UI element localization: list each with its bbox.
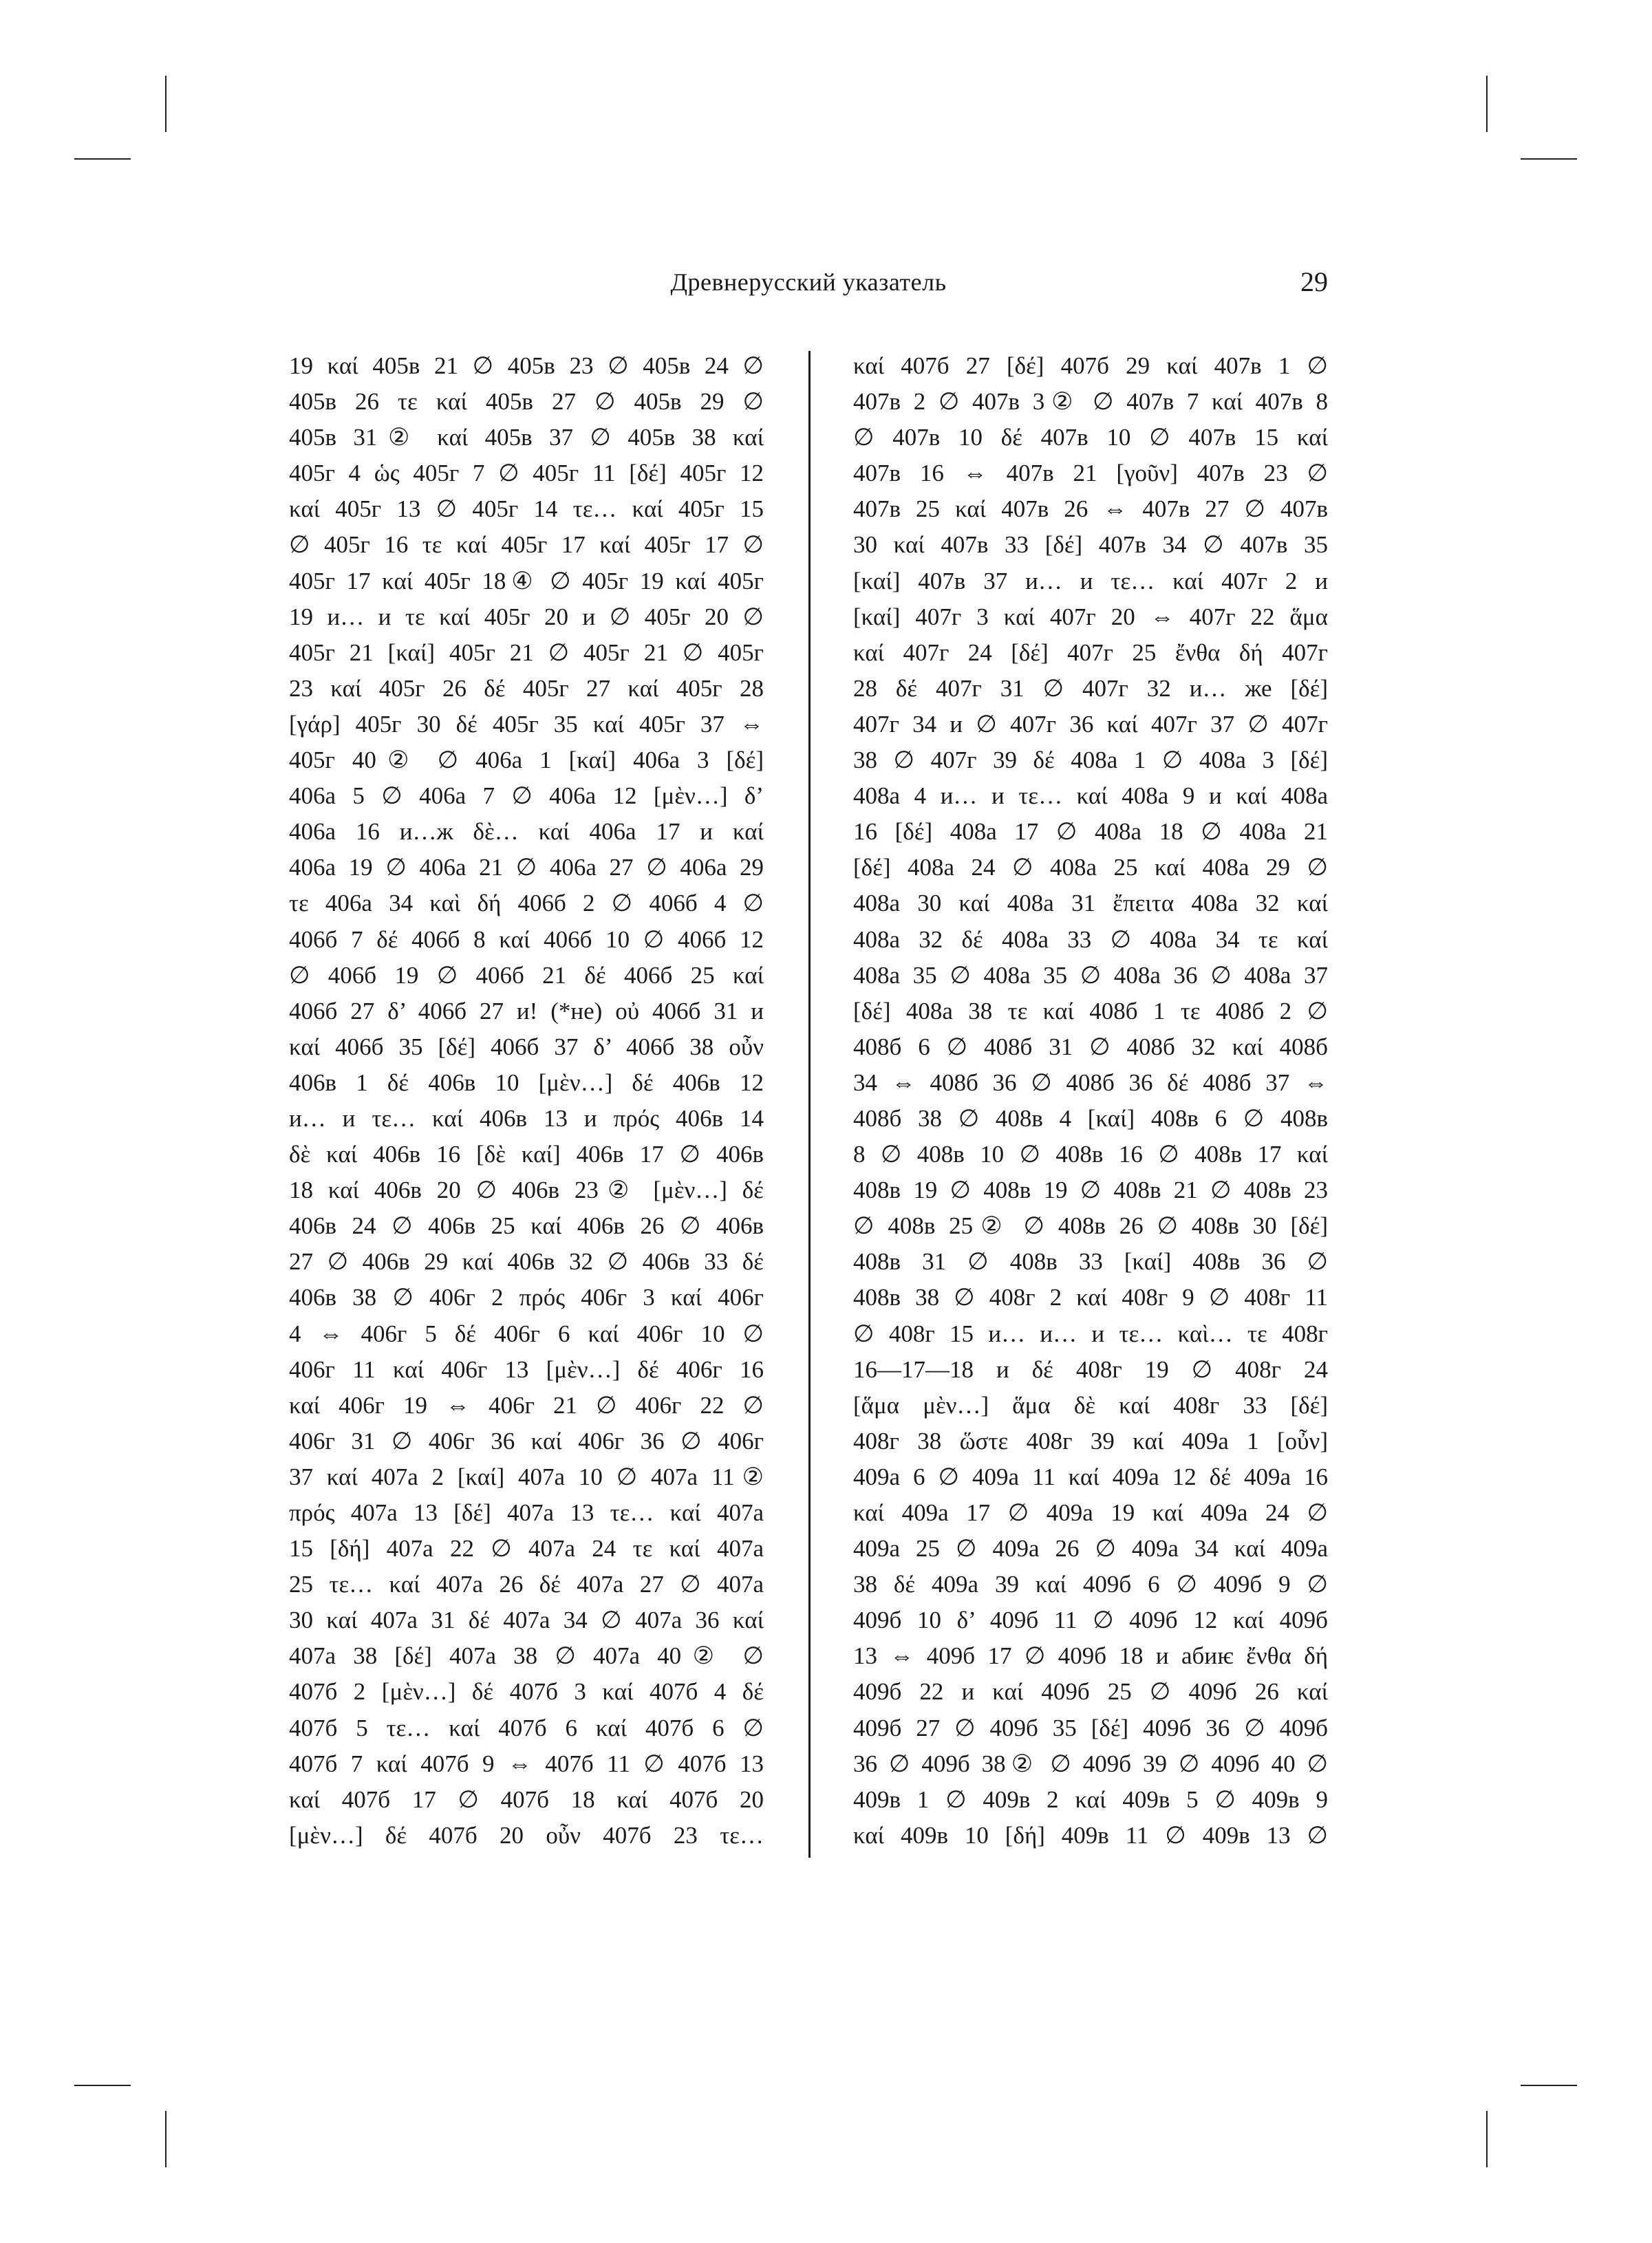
index-line: καί 409в 10 [δή] 409в 11 ∅ 409в 13 ∅ <box>853 1821 1328 1849</box>
index-line: [μὲν…] δέ 407б 20 οὖν 407б 23 τε… <box>289 1821 764 1849</box>
crop-mark-top-left-h <box>74 158 131 160</box>
index-line: πρός 407а 13 [δέ] 407а 13 τε… καί 407а <box>289 1499 764 1526</box>
index-line: 406б 7 δέ 406б 8 καί 406б 10 ∅ 406б 12 <box>289 925 764 953</box>
index-line: ∅ 406б 19 ∅ 406б 21 δέ 406б 25 καί <box>289 961 764 989</box>
index-line: 407в 2 ∅ 407в 3② ∅ 407в 7 καί 407в 8 <box>853 388 1328 416</box>
index-line: 23 καί 405г 26 δέ 405г 27 καί 405г 28 <box>289 674 764 702</box>
index-line: 8 ∅ 408в 10 ∅ 408в 16 ∅ 408в 17 καί <box>853 1141 1328 1168</box>
index-line: 407б 2 [μὲν…] δέ 407б 3 καί 407б 4 δέ <box>289 1678 764 1706</box>
index-line: 407б 7 καί 407б 9 ⇔ 407б 11 ∅ 407б 13 <box>289 1750 764 1777</box>
index-line: [καί] 407г 3 καί 407г 20 ⇔ 407г 22 ἅμα <box>853 603 1328 630</box>
right-column <box>853 348 1328 1854</box>
index-line: 409б 10 δ’ 409б 11 ∅ 409б 12 καί 409б <box>853 1607 1328 1634</box>
index-line: 407в 25 καί 407в 26 ⇔ 407в 27 ∅ 407в <box>853 495 1328 523</box>
index-line: [καί] 407в 37 и… и τε… καί 407г 2 и <box>853 567 1328 594</box>
index-line: 408в 19 ∅ 408в 19 ∅ 408в 21 ∅ 408в 23 <box>853 1177 1328 1204</box>
index-line: 407а 38 [δέ] 407а 38 ∅ 407а 40② ∅ <box>289 1642 764 1670</box>
index-line: ∅ 408г 15 и… и… и τε… καὶ… τε 408г <box>853 1320 1328 1347</box>
index-line: 406б 27 δ’ 406б 27 и! (*не) οὐ 406б 31 и <box>289 997 764 1024</box>
index-line: 4 ⇔ 406г 5 δέ 406г 6 καί 406г 10 ∅ <box>289 1320 764 1347</box>
running-head <box>289 261 1328 303</box>
index-line: 30 καί 407а 31 δέ 407а 34 ∅ 407а 36 καί <box>289 1607 764 1634</box>
index-line: καί 407б 27 [δέ] 407б 29 καί 407в 1 ∅ <box>853 352 1328 379</box>
index-line: 407б 5 τε… καί 407б 6 καί 407б 6 ∅ <box>289 1714 764 1741</box>
page-number: 29 <box>1300 266 1328 297</box>
index-line: 408а 32 δέ 408а 33 ∅ 408а 34 τε καί <box>853 925 1328 953</box>
crop-mark-bottom-right-h <box>1521 2085 1577 2086</box>
crop-mark-top-left-v <box>165 76 167 132</box>
index-line: 405г 40② ∅ 406а 1 [καί] 406а 3 [δέ] <box>289 747 764 774</box>
index-line: 406г 31 ∅ 406г 36 καί 406г 36 ∅ 406г <box>289 1427 764 1455</box>
index-line: 16—17—18 и δέ 408г 19 ∅ 408г 24 <box>853 1355 1328 1383</box>
index-line: 409а 6 ∅ 409а 11 καί 409а 12 δέ 409а 16 <box>853 1463 1328 1490</box>
index-line: 405г 21 [καί] 405г 21 ∅ 405г 21 ∅ 405г <box>289 638 764 666</box>
index-line: [δέ] 408а 38 τε καί 408б 1 τε 408б 2 ∅ <box>853 997 1328 1024</box>
index-line: 409б 22 и καί 409б 25 ∅ 409б 26 καί <box>853 1678 1328 1706</box>
index-line: 406а 16 и…ж δὲ… καί 406а 17 и καί <box>289 818 764 846</box>
index-line: 34 ⇔ 408б 36 ∅ 408б 36 δέ 408б 37 ⇔ <box>853 1069 1328 1096</box>
index-line: 36 ∅ 409б 38② ∅ 409б 39 ∅ 409б 40 ∅ <box>853 1750 1328 1777</box>
index-line: 406а 5 ∅ 406а 7 ∅ 406а 12 [μὲν…] δ’ <box>289 782 764 810</box>
running-title: Древнерусский указатель <box>670 268 947 296</box>
crop-mark-bottom-right-v <box>1486 2111 1488 2167</box>
index-line: 406в 24 ∅ 406в 25 καί 406в 26 ∅ 406в <box>289 1212 764 1240</box>
crop-mark-top-right-v <box>1486 76 1488 132</box>
index-line: 406г 11 καί 406г 13 [μὲν…] δέ 406г 16 <box>289 1355 764 1383</box>
index-line: 405г 17 καί 405г 18④ ∅ 405г 19 καί 405г <box>289 567 764 594</box>
crop-mark-bottom-left-h <box>74 2085 131 2086</box>
index-line: 19 и… и τε καί 405г 20 и ∅ 405г 20 ∅ <box>289 603 764 630</box>
index-line: 25 τε… καί 407а 26 δέ 407а 27 ∅ 407а <box>289 1571 764 1598</box>
index-line: ∅ 408в 25② ∅ 408в 26 ∅ 408в 30 [δέ] <box>853 1212 1328 1240</box>
index-line: 408б 38 ∅ 408в 4 [καί] 408в 6 ∅ 408в <box>853 1104 1328 1132</box>
index-line: 406в 38 ∅ 406г 2 πρός 406г 3 καί 406г <box>289 1284 764 1311</box>
index-line: 408г 38 ὥστε 408г 39 καί 409а 1 [οὖν] <box>853 1427 1328 1455</box>
index-line: 408б 6 ∅ 408б 31 ∅ 408б 32 καί 408б <box>853 1033 1328 1060</box>
index-line: ∅ 407в 10 δέ 407в 10 ∅ 407в 15 καί <box>853 424 1328 451</box>
index-line: καί 407б 17 ∅ 407б 18 καί 407б 20 <box>289 1785 764 1813</box>
index-line: 13 ⇔ 409б 17 ∅ 409б 18 и абиѥ ἔνθα δή <box>853 1642 1328 1670</box>
index-line: [γάρ] 405г 30 δέ 405г 35 καί 405г 37 ⇔ <box>289 710 764 738</box>
index-line: 38 δέ 409а 39 καί 409б 6 ∅ 409б 9 ∅ <box>853 1571 1328 1598</box>
index-line: 406в 1 δέ 406в 10 [μὲν…] δέ 406в 12 <box>289 1069 764 1096</box>
index-line: καί 406б 35 [δέ] 406б 37 δ’ 406б 38 οὖν <box>289 1033 764 1060</box>
index-line: 409б 27 ∅ 409б 35 [δέ] 409б 36 ∅ 409б <box>853 1714 1328 1741</box>
index-line: καί 407г 24 [δέ] 407г 25 ἔνθα δή 407г <box>853 638 1328 666</box>
crop-mark-top-right-h <box>1521 158 1577 160</box>
index-line: 406а 19 ∅ 406а 21 ∅ 406а 27 ∅ 406а 29 <box>289 854 764 881</box>
index-line: 408а 30 καί 408а 31 ἔπειτα 408а 32 καί <box>853 890 1328 917</box>
index-line: τε 406а 34 καὶ δή 406б 2 ∅ 406б 4 ∅ <box>289 890 764 917</box>
index-line: 408в 31 ∅ 408в 33 [καί] 408в 36 ∅ <box>853 1248 1328 1276</box>
index-line: и… и τε… καί 406в 13 и πρός 406в 14 <box>289 1104 764 1132</box>
index-line: καί 409а 17 ∅ 409а 19 καί 409а 24 ∅ <box>853 1499 1328 1526</box>
index-line: καί 405г 13 ∅ 405г 14 τε… καί 405г 15 <box>289 495 764 523</box>
index-line: 30 καί 407в 33 [δέ] 407в 34 ∅ 407в 35 <box>853 531 1328 559</box>
index-line: 28 δέ 407г 31 ∅ 407г 32 и… же [δέ] <box>853 674 1328 702</box>
index-line: 408в 38 ∅ 408г 2 καί 408г 9 ∅ 408г 11 <box>853 1284 1328 1311</box>
index-line: 408а 35 ∅ 408а 35 ∅ 408а 36 ∅ 408а 37 <box>853 961 1328 989</box>
index-line: 27 ∅ 406в 29 καί 406в 32 ∅ 406в 33 δέ <box>289 1248 764 1276</box>
index-line: 18 καί 406в 20 ∅ 406в 23② [μὲν…] δέ <box>289 1177 764 1204</box>
index-line: 16 [δέ] 408а 17 ∅ 408а 18 ∅ 408а 21 <box>853 818 1328 846</box>
index-line: 19 καί 405в 21 ∅ 405в 23 ∅ 405в 24 ∅ <box>289 352 764 379</box>
index-line: 37 καί 407а 2 [καί] 407а 10 ∅ 407а 11② <box>289 1463 764 1490</box>
index-line: ∅ 405г 16 τε καί 405г 17 καί 405г 17 ∅ <box>289 531 764 559</box>
column-divider <box>808 351 811 1858</box>
index-line: 408а 4 и… и τε… καί 408а 9 и καί 408а <box>853 782 1328 810</box>
index-line: δὲ καί 406в 16 [δὲ καί] 406в 17 ∅ 406в <box>289 1141 764 1168</box>
index-line: 405г 4 ὡς 405г 7 ∅ 405г 11 [δέ] 405г 12 <box>289 460 764 487</box>
index-line: 405в 26 τε καί 405в 27 ∅ 405в 29 ∅ <box>289 388 764 416</box>
index-line: 409а 25 ∅ 409а 26 ∅ 409а 34 καί 409а <box>853 1535 1328 1563</box>
crop-mark-bottom-left-v <box>165 2111 167 2167</box>
index-line: 407в 16 ⇔ 407в 21 [γοῦν] 407в 23 ∅ <box>853 460 1328 487</box>
index-line: 409в 1 ∅ 409в 2 καί 409в 5 ∅ 409в 9 <box>853 1785 1328 1813</box>
index-line: 405в 31② καί 405в 37 ∅ 405в 38 καί <box>289 424 764 451</box>
index-line: [ἅμα μὲν…] ἅμα δὲ καί 408г 33 [δέ] <box>853 1391 1328 1419</box>
index-line: [δέ] 408а 24 ∅ 408а 25 καί 408а 29 ∅ <box>853 854 1328 881</box>
index-line: 38 ∅ 407г 39 δέ 408а 1 ∅ 408а 3 [δέ] <box>853 747 1328 774</box>
left-column <box>289 348 764 1854</box>
index-line: 15 [δή] 407а 22 ∅ 407а 24 τε καί 407а <box>289 1535 764 1563</box>
index-line: 407г 34 и ∅ 407г 36 καί 407г 37 ∅ 407г <box>853 710 1328 738</box>
index-line: καί 406г 19 ⇔ 406г 21 ∅ 406г 22 ∅ <box>289 1391 764 1419</box>
